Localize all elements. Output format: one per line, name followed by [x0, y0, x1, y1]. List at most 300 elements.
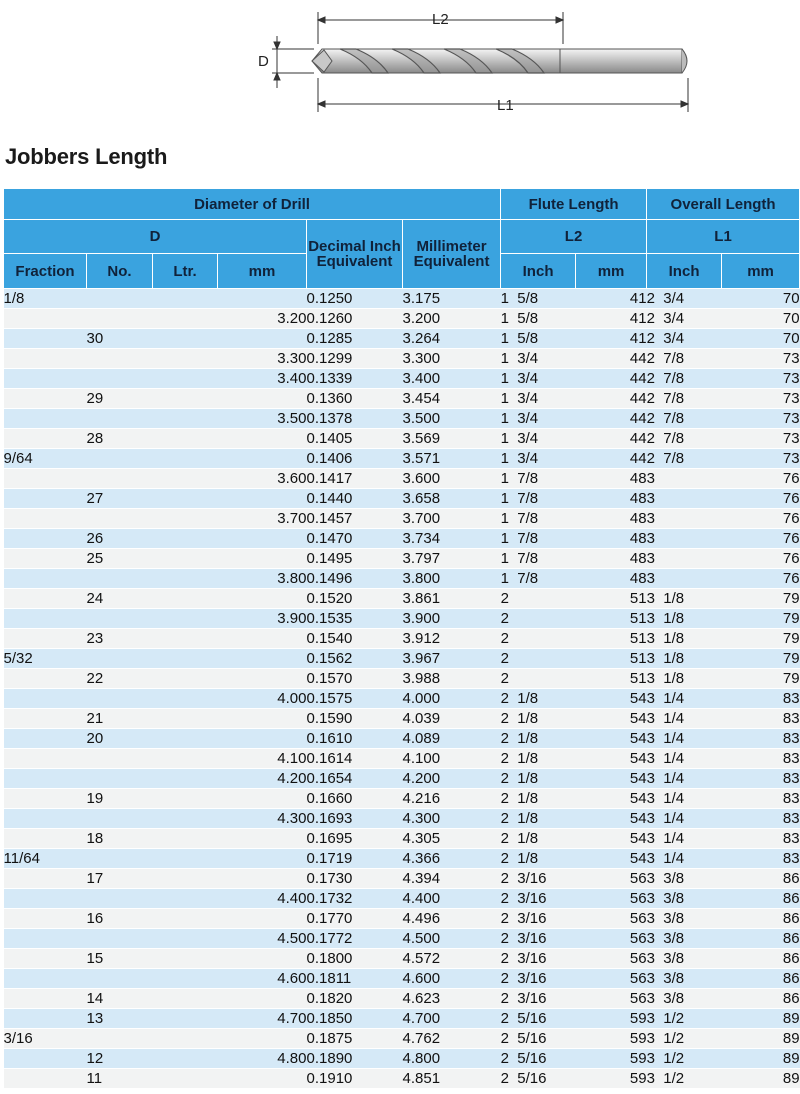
overall-mm-cell: 86	[722, 909, 800, 929]
overall-inch-cell: 3 3/8	[647, 989, 722, 1009]
mm-cell	[218, 949, 307, 969]
flute-mm-cell: 51	[576, 589, 647, 609]
table-row	[4, 769, 800, 789]
flute-mm-cell: 54	[576, 809, 647, 829]
table-row	[4, 909, 800, 929]
overall-mm-cell: 83	[722, 829, 800, 849]
flute-inch-cell: 1 3/4	[501, 429, 576, 449]
letter-cell	[153, 629, 218, 649]
number-cell	[87, 849, 153, 869]
flute-inch-cell: 1 5/8	[501, 289, 576, 309]
millimeter-cell: 4.000	[403, 689, 501, 709]
letter-cell	[153, 709, 218, 729]
millimeter-cell: 4.500	[403, 929, 501, 949]
millimeter-cell: 4.700	[403, 1009, 501, 1029]
decimal-inch-cell: 0.1770	[307, 909, 403, 929]
flute-mm-cell: 59	[576, 1069, 647, 1089]
overall-mm-cell: 83	[722, 709, 800, 729]
overall-mm-cell: 73	[722, 369, 800, 389]
millimeter-cell: 4.100	[403, 749, 501, 769]
flute-inch-cell: 2 1/8	[501, 769, 576, 789]
fraction-cell	[4, 989, 87, 1009]
letter-cell	[153, 289, 218, 309]
table-row	[4, 509, 800, 529]
flute-mm-cell: 56	[576, 889, 647, 909]
mm-cell	[218, 449, 307, 469]
flute-mm-cell: 56	[576, 969, 647, 989]
overall-mm-cell: 73	[722, 449, 800, 469]
millimeter-cell: 3.200	[403, 309, 501, 329]
table-row	[4, 969, 800, 989]
millimeter-cell: 4.216	[403, 789, 501, 809]
letter-cell	[153, 509, 218, 529]
flute-mm-cell: 44	[576, 369, 647, 389]
flute-mm-cell: 59	[576, 1029, 647, 1049]
fraction-cell	[4, 529, 87, 549]
header-diameter-of-drill: Diameter of Drill	[4, 189, 501, 220]
decimal-inch-cell: 0.1360	[307, 389, 403, 409]
decimal-inch-cell: 0.1260	[307, 309, 403, 329]
letter-cell	[153, 669, 218, 689]
millimeter-cell: 4.600	[403, 969, 501, 989]
overall-inch-cell: 3 1/2	[647, 1049, 722, 1069]
l1-label: L1	[497, 97, 514, 114]
decimal-inch-cell: 0.1654	[307, 769, 403, 789]
drill-bit-illustration	[312, 49, 687, 73]
table-row	[4, 549, 800, 569]
number-cell	[87, 749, 153, 769]
millimeter-cell: 3.700	[403, 509, 501, 529]
overall-mm-cell: 70	[722, 309, 800, 329]
letter-cell	[153, 309, 218, 329]
mm-cell: 3.30	[218, 349, 307, 369]
flute-mm-cell: 59	[576, 1049, 647, 1069]
letter-cell	[153, 529, 218, 549]
overall-inch-cell: 2 3/4	[647, 289, 722, 309]
mm-cell	[218, 669, 307, 689]
decimal-inch-cell: 0.1820	[307, 989, 403, 1009]
flute-inch-cell: 1 5/8	[501, 329, 576, 349]
flute-inch-cell: 2 3/16	[501, 869, 576, 889]
number-cell: 17	[87, 869, 153, 889]
mm-cell: 3.20	[218, 309, 307, 329]
flute-mm-cell: 56	[576, 949, 647, 969]
letter-cell	[153, 909, 218, 929]
mm-cell: 3.90	[218, 609, 307, 629]
overall-inch-cell: 3 1/8	[647, 629, 722, 649]
millimeter-cell: 4.400	[403, 889, 501, 909]
overall-inch-cell: 3 1/4	[647, 749, 722, 769]
flute-mm-cell: 41	[576, 289, 647, 309]
table-row	[4, 989, 800, 1009]
fraction-cell	[4, 829, 87, 849]
table-row	[4, 569, 800, 589]
fraction-cell	[4, 309, 87, 329]
flute-mm-cell: 51	[576, 649, 647, 669]
overall-mm-cell: 79	[722, 609, 800, 629]
flute-mm-cell: 48	[576, 489, 647, 509]
overall-mm-cell: 86	[722, 889, 800, 909]
fraction-cell	[4, 949, 87, 969]
overall-inch-cell: 3 1/4	[647, 729, 722, 749]
mm-cell: 4.30	[218, 809, 307, 829]
fraction-cell: 9/64	[4, 449, 87, 469]
overall-inch-cell: 2 7/8	[647, 369, 722, 389]
letter-cell	[153, 1009, 218, 1029]
millimeter-cell: 4.200	[403, 769, 501, 789]
fraction-cell	[4, 929, 87, 949]
flute-inch-cell: 2 1/8	[501, 709, 576, 729]
fraction-cell	[4, 469, 87, 489]
mm-cell	[218, 869, 307, 889]
number-cell	[87, 509, 153, 529]
number-cell: 16	[87, 909, 153, 929]
millimeter-cell: 3.967	[403, 649, 501, 669]
decimal-inch-cell: 0.1299	[307, 349, 403, 369]
decimal-inch-cell: 0.1732	[307, 889, 403, 909]
header-flute-mm: mm	[576, 254, 647, 289]
decimal-inch-cell: 0.1850	[307, 1009, 403, 1029]
overall-inch-cell: 2 7/8	[647, 349, 722, 369]
fraction-cell	[4, 629, 87, 649]
millimeter-cell: 3.454	[403, 389, 501, 409]
millimeter-cell: 4.762	[403, 1029, 501, 1049]
number-cell: 30	[87, 329, 153, 349]
fraction-cell	[4, 509, 87, 529]
millimeter-cell: 4.851	[403, 1069, 501, 1089]
number-cell	[87, 889, 153, 909]
letter-cell	[153, 1029, 218, 1049]
mm-cell	[218, 589, 307, 609]
overall-mm-cell: 89	[722, 1049, 800, 1069]
drill-diagram	[0, 0, 800, 130]
millimeter-cell: 4.394	[403, 869, 501, 889]
overall-mm-cell: 83	[722, 689, 800, 709]
overall-inch-cell: 3 1/4	[647, 789, 722, 809]
number-cell	[87, 289, 153, 309]
number-cell	[87, 1029, 153, 1049]
flute-inch-cell: 2 3/16	[501, 969, 576, 989]
overall-mm-cell: 83	[722, 849, 800, 869]
flute-inch-cell: 1 3/4	[501, 389, 576, 409]
millimeter-cell: 4.623	[403, 989, 501, 1009]
mm-cell: 3.80	[218, 569, 307, 589]
fraction-cell	[4, 1049, 87, 1069]
number-cell: 25	[87, 549, 153, 569]
table-row	[4, 869, 800, 889]
number-cell: 29	[87, 389, 153, 409]
mm-cell	[218, 649, 307, 669]
header-overall-length: Overall Length	[647, 189, 800, 220]
letter-cell	[153, 809, 218, 829]
mm-cell: 4.10	[218, 749, 307, 769]
letter-cell	[153, 929, 218, 949]
letter-cell	[153, 1049, 218, 1069]
mm-cell: 3.60	[218, 469, 307, 489]
overall-inch-cell: 3 3/8	[647, 969, 722, 989]
letter-cell	[153, 409, 218, 429]
millimeter-cell: 4.039	[403, 709, 501, 729]
header-ltr: Ltr.	[153, 254, 218, 289]
millimeter-cell: 3.400	[403, 369, 501, 389]
header-l1	[647, 220, 800, 254]
decimal-inch-cell: 0.1250	[307, 289, 403, 309]
overall-inch-cell: 3 1/8	[647, 589, 722, 609]
millimeter-cell: 4.300	[403, 809, 501, 829]
fraction-cell	[4, 1009, 87, 1029]
number-cell: 14	[87, 989, 153, 1009]
mm-cell: 4.20	[218, 769, 307, 789]
overall-mm-cell: 79	[722, 589, 800, 609]
number-cell	[87, 969, 153, 989]
overall-mm-cell: 86	[722, 989, 800, 1009]
mm-cell	[218, 489, 307, 509]
millimeter-cell: 3.861	[403, 589, 501, 609]
header-l2-text: L2	[564, 228, 583, 245]
overall-inch-cell: 3	[647, 569, 722, 589]
table-body	[4, 289, 800, 1089]
fraction-cell	[4, 409, 87, 429]
decimal-inch-cell: 0.1495	[307, 549, 403, 569]
overall-mm-cell: 83	[722, 769, 800, 789]
millimeter-cell: 3.900	[403, 609, 501, 629]
overall-mm-cell: 70	[722, 289, 800, 309]
flute-mm-cell: 54	[576, 729, 647, 749]
number-cell	[87, 649, 153, 669]
header-millimeter-equivalent: Millimeter Equivalent	[403, 220, 501, 289]
decimal-inch-cell: 0.1470	[307, 529, 403, 549]
table-row	[4, 829, 800, 849]
mm-cell	[218, 989, 307, 1009]
number-cell: 27	[87, 489, 153, 509]
flute-inch-cell: 2	[501, 669, 576, 689]
overall-inch-cell: 3 3/8	[647, 889, 722, 909]
letter-cell	[153, 829, 218, 849]
flute-inch-cell: 2	[501, 629, 576, 649]
flute-inch-cell: 1 7/8	[501, 489, 576, 509]
table-row	[4, 489, 800, 509]
fraction-cell	[4, 369, 87, 389]
number-cell	[87, 689, 153, 709]
letter-cell	[153, 789, 218, 809]
mm-cell	[218, 709, 307, 729]
millimeter-cell: 4.366	[403, 849, 501, 869]
letter-cell	[153, 889, 218, 909]
flute-mm-cell: 51	[576, 609, 647, 629]
header-d: D	[4, 220, 307, 254]
decimal-inch-cell: 0.1405	[307, 429, 403, 449]
overall-mm-cell: 86	[722, 949, 800, 969]
number-cell: 18	[87, 829, 153, 849]
flute-inch-cell: 2 1/8	[501, 689, 576, 709]
flute-inch-cell: 1 3/4	[501, 409, 576, 429]
decimal-inch-cell: 0.1590	[307, 709, 403, 729]
number-cell	[87, 449, 153, 469]
header-flute-inch: Inch	[501, 254, 576, 289]
letter-cell	[153, 369, 218, 389]
overall-inch-cell: 3 1/4	[647, 689, 722, 709]
fraction-cell	[4, 669, 87, 689]
decimal-inch-cell: 0.1339	[307, 369, 403, 389]
flute-mm-cell: 44	[576, 409, 647, 429]
millimeter-cell: 3.988	[403, 669, 501, 689]
overall-inch-cell: 3 3/8	[647, 909, 722, 929]
mm-cell	[218, 849, 307, 869]
table-row	[4, 609, 800, 629]
overall-mm-cell: 76	[722, 569, 800, 589]
millimeter-cell: 3.800	[403, 569, 501, 589]
flute-inch-cell: 1 7/8	[501, 569, 576, 589]
millimeter-cell: 4.089	[403, 729, 501, 749]
fraction-cell	[4, 869, 87, 889]
table-row	[4, 329, 800, 349]
millimeter-cell: 3.175	[403, 289, 501, 309]
header-flute-length: Flute Length	[501, 189, 647, 220]
millimeter-cell: 4.496	[403, 909, 501, 929]
flute-inch-cell: 1 7/8	[501, 509, 576, 529]
flute-mm-cell: 48	[576, 469, 647, 489]
millimeter-cell: 3.569	[403, 429, 501, 449]
table-row	[4, 449, 800, 469]
flute-mm-cell: 54	[576, 829, 647, 849]
overall-inch-cell: 3	[647, 549, 722, 569]
flute-mm-cell: 59	[576, 1009, 647, 1029]
fraction-cell	[4, 729, 87, 749]
letter-cell	[153, 549, 218, 569]
page-title: Jobbers Length	[5, 144, 168, 169]
letter-cell	[153, 969, 218, 989]
overall-mm-cell: 83	[722, 729, 800, 749]
mm-cell: 3.70	[218, 509, 307, 529]
overall-mm-cell: 89	[722, 1069, 800, 1089]
decimal-inch-cell: 0.1496	[307, 569, 403, 589]
flute-mm-cell: 56	[576, 929, 647, 949]
table-row	[4, 429, 800, 449]
header-no: No.	[87, 254, 153, 289]
mm-cell	[218, 429, 307, 449]
table-row	[4, 849, 800, 869]
flute-mm-cell: 44	[576, 349, 647, 369]
flute-mm-cell: 54	[576, 749, 647, 769]
mm-cell	[218, 529, 307, 549]
fraction-cell	[4, 489, 87, 509]
overall-mm-cell: 76	[722, 469, 800, 489]
table-row	[4, 1069, 800, 1089]
decimal-inch-cell: 0.1535	[307, 609, 403, 629]
table-row	[4, 389, 800, 409]
decimal-inch-cell: 0.1570	[307, 669, 403, 689]
flute-inch-cell: 2 1/8	[501, 829, 576, 849]
flute-mm-cell: 51	[576, 629, 647, 649]
flute-inch-cell: 1 7/8	[501, 549, 576, 569]
header-mm: mm	[218, 254, 307, 289]
fraction-cell	[4, 909, 87, 929]
table-row	[4, 309, 800, 329]
letter-cell	[153, 329, 218, 349]
flute-inch-cell: 2 3/16	[501, 989, 576, 1009]
table-row	[4, 949, 800, 969]
overall-mm-cell: 76	[722, 489, 800, 509]
decimal-inch-cell: 0.1772	[307, 929, 403, 949]
flute-inch-cell: 2 5/16	[501, 1029, 576, 1049]
number-cell: 22	[87, 669, 153, 689]
flute-mm-cell: 54	[576, 709, 647, 729]
fraction-cell: 1/8	[4, 289, 87, 309]
mm-cell: 4.40	[218, 889, 307, 909]
flute-inch-cell: 2	[501, 609, 576, 629]
overall-mm-cell: 76	[722, 549, 800, 569]
letter-cell	[153, 689, 218, 709]
number-cell: 13	[87, 1009, 153, 1029]
mm-cell	[218, 1069, 307, 1089]
fraction-cell	[4, 969, 87, 989]
flute-mm-cell: 56	[576, 909, 647, 929]
table-row	[4, 669, 800, 689]
table-row	[4, 789, 800, 809]
table-row	[4, 629, 800, 649]
overall-inch-cell: 3	[647, 469, 722, 489]
flute-inch-cell: 2 3/16	[501, 949, 576, 969]
number-cell	[87, 929, 153, 949]
number-cell: 21	[87, 709, 153, 729]
letter-cell	[153, 749, 218, 769]
number-cell	[87, 569, 153, 589]
overall-mm-cell: 83	[722, 749, 800, 769]
header-decimal-inch-equivalent: Decimal Inch Equivalent	[307, 220, 403, 289]
flute-inch-cell: 2 5/16	[501, 1049, 576, 1069]
flute-mm-cell: 56	[576, 989, 647, 1009]
table-row	[4, 689, 800, 709]
overall-inch-cell: 3	[647, 509, 722, 529]
letter-cell	[153, 429, 218, 449]
flute-inch-cell: 1 3/4	[501, 369, 576, 389]
fraction-cell	[4, 609, 87, 629]
number-cell	[87, 769, 153, 789]
number-cell	[87, 349, 153, 369]
number-cell: 24	[87, 589, 153, 609]
letter-cell	[153, 469, 218, 489]
flute-mm-cell: 54	[576, 769, 647, 789]
table-row	[4, 289, 800, 309]
flute-inch-cell: 1 3/4	[501, 449, 576, 469]
millimeter-cell: 4.572	[403, 949, 501, 969]
letter-cell	[153, 769, 218, 789]
decimal-inch-cell: 0.1800	[307, 949, 403, 969]
table-row	[4, 1049, 800, 1069]
drill-size-table	[3, 188, 800, 1089]
table-row	[4, 349, 800, 369]
fraction-cell	[4, 1069, 87, 1089]
number-cell: 15	[87, 949, 153, 969]
fraction-cell: 5/32	[4, 649, 87, 669]
decimal-inch-cell: 0.1540	[307, 629, 403, 649]
decimal-inch-cell: 0.1693	[307, 809, 403, 829]
flute-inch-cell: 2 1/8	[501, 789, 576, 809]
decimal-inch-cell: 0.1378	[307, 409, 403, 429]
fraction-cell	[4, 389, 87, 409]
overall-mm-cell: 86	[722, 929, 800, 949]
decimal-inch-cell: 0.1875	[307, 1029, 403, 1049]
number-cell: 19	[87, 789, 153, 809]
number-cell: 23	[87, 629, 153, 649]
overall-mm-cell: 73	[722, 409, 800, 429]
overall-inch-cell: 2 7/8	[647, 449, 722, 469]
millimeter-cell: 3.734	[403, 529, 501, 549]
flute-inch-cell: 1 3/4	[501, 349, 576, 369]
flute-mm-cell: 54	[576, 689, 647, 709]
millimeter-cell: 4.305	[403, 829, 501, 849]
header-fraction: Fraction	[4, 254, 87, 289]
